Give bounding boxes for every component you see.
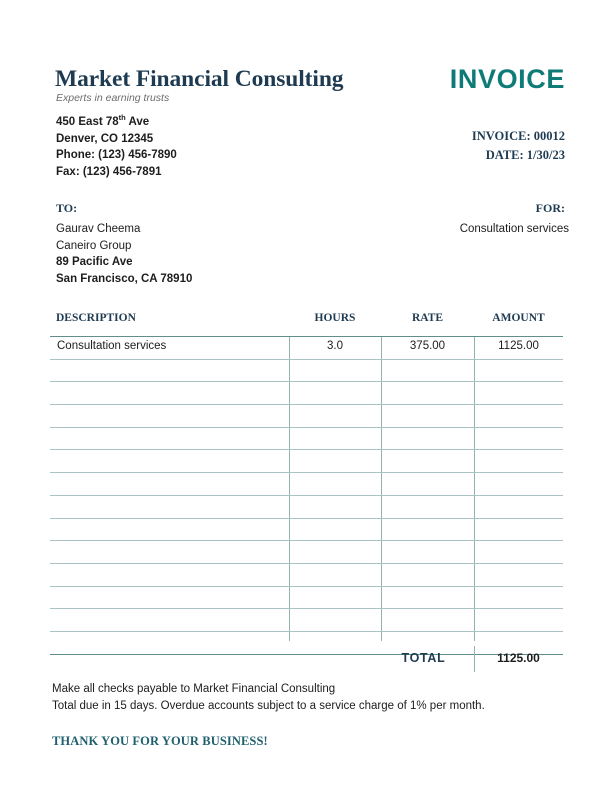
table-row[interactable] (50, 450, 563, 473)
table-row[interactable] (50, 564, 563, 587)
table-row[interactable] (50, 428, 563, 451)
invoice-meta (472, 127, 565, 165)
table-row[interactable] (50, 360, 563, 383)
invoice-title: INVOICE (449, 64, 565, 94)
bill-to-label: TO: (56, 201, 78, 215)
payment-terms (52, 681, 485, 715)
table-row[interactable] (50, 405, 563, 428)
payment-terms-line-1: Make all checks payable to Market Financial Consulting (52, 683, 336, 695)
table-row[interactable] (50, 382, 563, 405)
table-row[interactable] (50, 587, 563, 610)
table-row[interactable] (50, 496, 563, 519)
cell-amount: 1125.00 (498, 340, 539, 352)
bill-to-address (56, 221, 192, 287)
company-name: Market Financial Consulting (55, 66, 344, 92)
table-row[interactable] (50, 541, 563, 564)
line-items-table (50, 312, 563, 641)
table-row[interactable] (50, 519, 563, 542)
invoice-number-row (472, 127, 565, 146)
address-city-state-zip: Denver, CO 12345 (56, 132, 154, 145)
total-label: TOTAL (401, 651, 446, 665)
address-street (56, 114, 177, 131)
invoice-date-label: DATE: (485, 148, 524, 162)
invoice-number-value: 00012 (533, 129, 565, 143)
bill-to-city: San Francisco, CA 78910 (56, 272, 193, 285)
column-header-description: DESCRIPTION (56, 312, 136, 324)
address-street-ordinal: th (118, 113, 126, 123)
cell-description: Consultation services (57, 340, 167, 352)
bill-to-street: 89 Pacific Ave (56, 256, 133, 268)
invoice-date-value: 1/30/23 (526, 148, 565, 162)
payment-terms-line-2: Total due in 15 days. Overdue accounts subject to a service charge of 1% per month. (52, 700, 485, 712)
table-row[interactable] (50, 473, 563, 496)
cell-rate: 375.00 (409, 340, 446, 352)
column-header-rate: RATE (411, 312, 444, 324)
invoice-for-value: Consultation services (459, 223, 569, 235)
address-phone: Phone: (123) 456-7890 (56, 149, 177, 161)
total-row (50, 646, 563, 672)
address-street-number: 450 East 78 (56, 116, 119, 128)
company-address (56, 114, 177, 180)
invoice-date-row (472, 146, 565, 165)
table-row[interactable] (50, 337, 563, 360)
company-tagline: Experts in earning trusts (56, 92, 170, 104)
invoice-number-label: INVOICE: (471, 129, 531, 143)
table-header-row (50, 312, 563, 336)
invoice-for-label: FOR: (535, 201, 565, 215)
thank-you-message: THANK YOU FOR YOUR BUSINESS! (52, 734, 268, 748)
address-fax: Fax: (123) 456-7891 (56, 165, 162, 178)
column-header-amount: AMOUNT (492, 312, 545, 324)
bill-to-company: Caneiro Group (56, 239, 132, 252)
total-value: 1125.00 (497, 651, 540, 665)
bill-to-name: Gaurav Cheema (56, 223, 141, 235)
column-header-hours: HOURS (314, 312, 356, 324)
address-street-name: Ave (125, 116, 150, 128)
table-row[interactable] (50, 609, 563, 632)
table-body (50, 336, 563, 641)
cell-hours: 3.0 (327, 340, 343, 352)
